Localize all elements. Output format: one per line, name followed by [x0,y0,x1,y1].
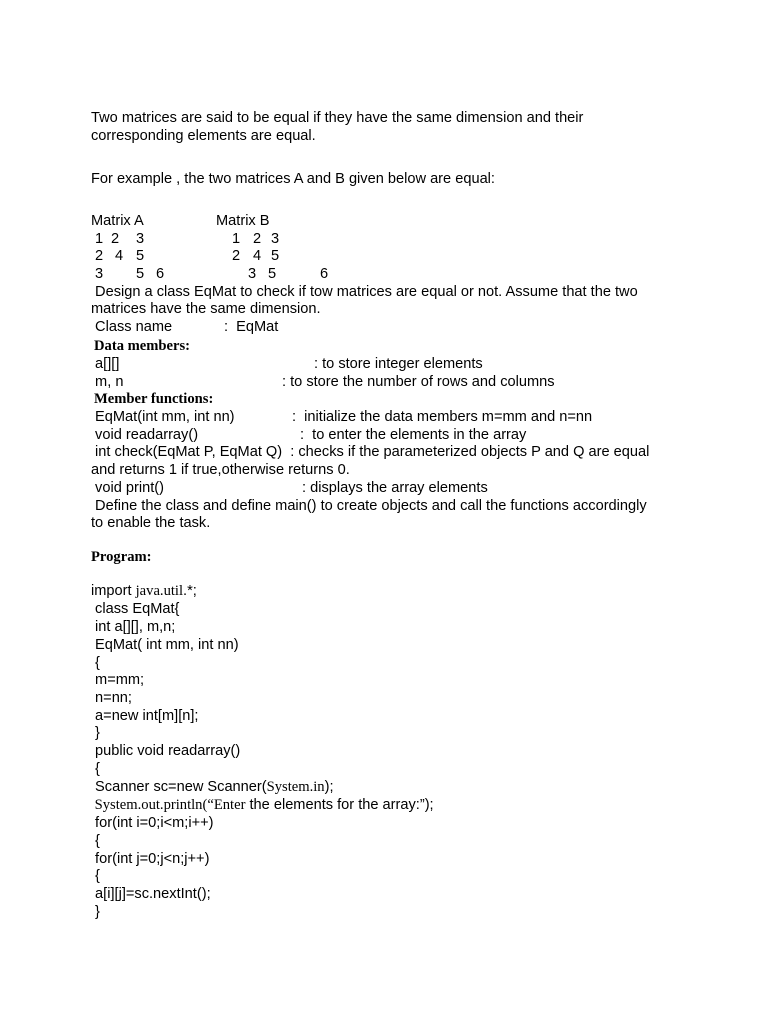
code-line: n=nn; [91,690,132,706]
matrix-b-cell: 4 [253,248,262,264]
data-member-desc: : to store the number of rows and columns [282,374,555,390]
design-line-2: matrices have the same dimension. [91,301,321,317]
code-line-scanner [91,778,334,796]
matrix-b-cell: 2 [253,231,262,247]
matrix-b-title: Matrix B [216,213,270,229]
code-line-println [91,796,434,814]
data-member-name: m, n [91,374,124,390]
code-line: for(int j=0;j<n;j++) [91,851,210,867]
matrix-b-cell: 2 [232,248,241,264]
data-member-desc: : to store integer elements [314,356,483,372]
matrix-a-cell: 2 [95,248,104,264]
code-line: EqMat( int mm, int nn) [91,637,239,653]
code-line: } [91,725,100,741]
code-line: { [91,761,100,777]
matrix-a-cell: 5 [136,248,145,264]
matrix-a-title: Matrix A [91,213,144,229]
matrix-a-cell: 6 [156,266,165,282]
code-import-keyword: import [91,583,136,599]
code-line: int a[][], m,n; [91,619,176,635]
code-line: } [91,904,100,920]
code-scanner-prefix: Scanner sc=new Scanner( [91,779,267,795]
matrix-b-cell: 3 [248,266,257,282]
code-line: a[i][j]=sc.nextInt(); [91,886,211,902]
code-line: { [91,833,100,849]
define-line-1: Define the class and define main() to create objects and call the functions accordingly [91,498,647,514]
member-function-desc: : to enter the elements in the array [300,427,527,443]
matrix-a-cell: 3 [136,231,145,247]
intro-line-2: corresponding elements are equal. [91,128,316,144]
code-line: class EqMat{ [91,601,180,617]
code-import-package: java.util [135,583,184,599]
matrix-b-cell: 6 [320,266,329,282]
matrix-a-cell: 3 [95,266,104,282]
member-functions-heading: Member functions: [94,391,214,407]
code-println-suffix: the elements for the array:”); [245,797,434,813]
code-line-import [91,582,197,600]
define-line-2: to enable the task. [91,515,211,531]
member-function-check-line-1: int check(EqMat P, EqMat Q) : checks if the parameterized objects P and Q are equal [91,444,650,460]
matrix-a-cell: 5 [136,266,145,282]
code-line: m=mm; [91,672,145,688]
member-function-name: void print() [91,480,164,496]
matrix-b-cell: 1 [232,231,241,247]
class-name-value: : EqMat [224,319,279,335]
data-members-heading: Data members: [94,338,191,354]
code-scanner-suffix: ); [324,779,334,795]
program-heading: Program: [91,549,152,565]
member-function-name: void readarray() [91,427,199,443]
code-line: { [91,868,100,884]
code-println-prefix: System.out.println(“Enter [91,797,246,813]
member-function-desc: : initialize the data members m=mm and n=nn [292,409,593,425]
matrix-a-cell: 1 [95,231,104,247]
example-line: For example , the two matrices A and B given below are equal: [91,171,495,187]
matrix-a-cell: 2 [111,231,120,247]
code-scanner-arg: System.in [266,779,325,795]
matrix-b-cell: 3 [271,231,280,247]
member-function-name: EqMat(int mm, int nn) [91,409,235,425]
code-line: public void readarray() [91,743,241,759]
code-import-suffix: .*; [183,583,197,599]
code-line: { [91,655,100,671]
code-line: a=new int[m][n]; [91,708,199,724]
class-name-label: Class name [91,319,173,335]
code-line: for(int i=0;i<m;i++) [91,815,214,831]
matrix-a-cell: 4 [115,248,124,264]
data-member-name: a[][] [91,356,120,372]
member-function-desc: : displays the array elements [302,480,488,496]
matrix-b-cell: 5 [268,266,277,282]
matrix-b-cell: 5 [271,248,280,264]
design-line-1: Design a class EqMat to check if tow matrices are equal or not. Assume that the two [91,284,638,300]
intro-line-1: Two matrices are said to be equal if they have the same dimension and their [91,110,584,126]
member-function-check-line-2: and returns 1 if true,otherwise returns 0. [91,462,350,478]
